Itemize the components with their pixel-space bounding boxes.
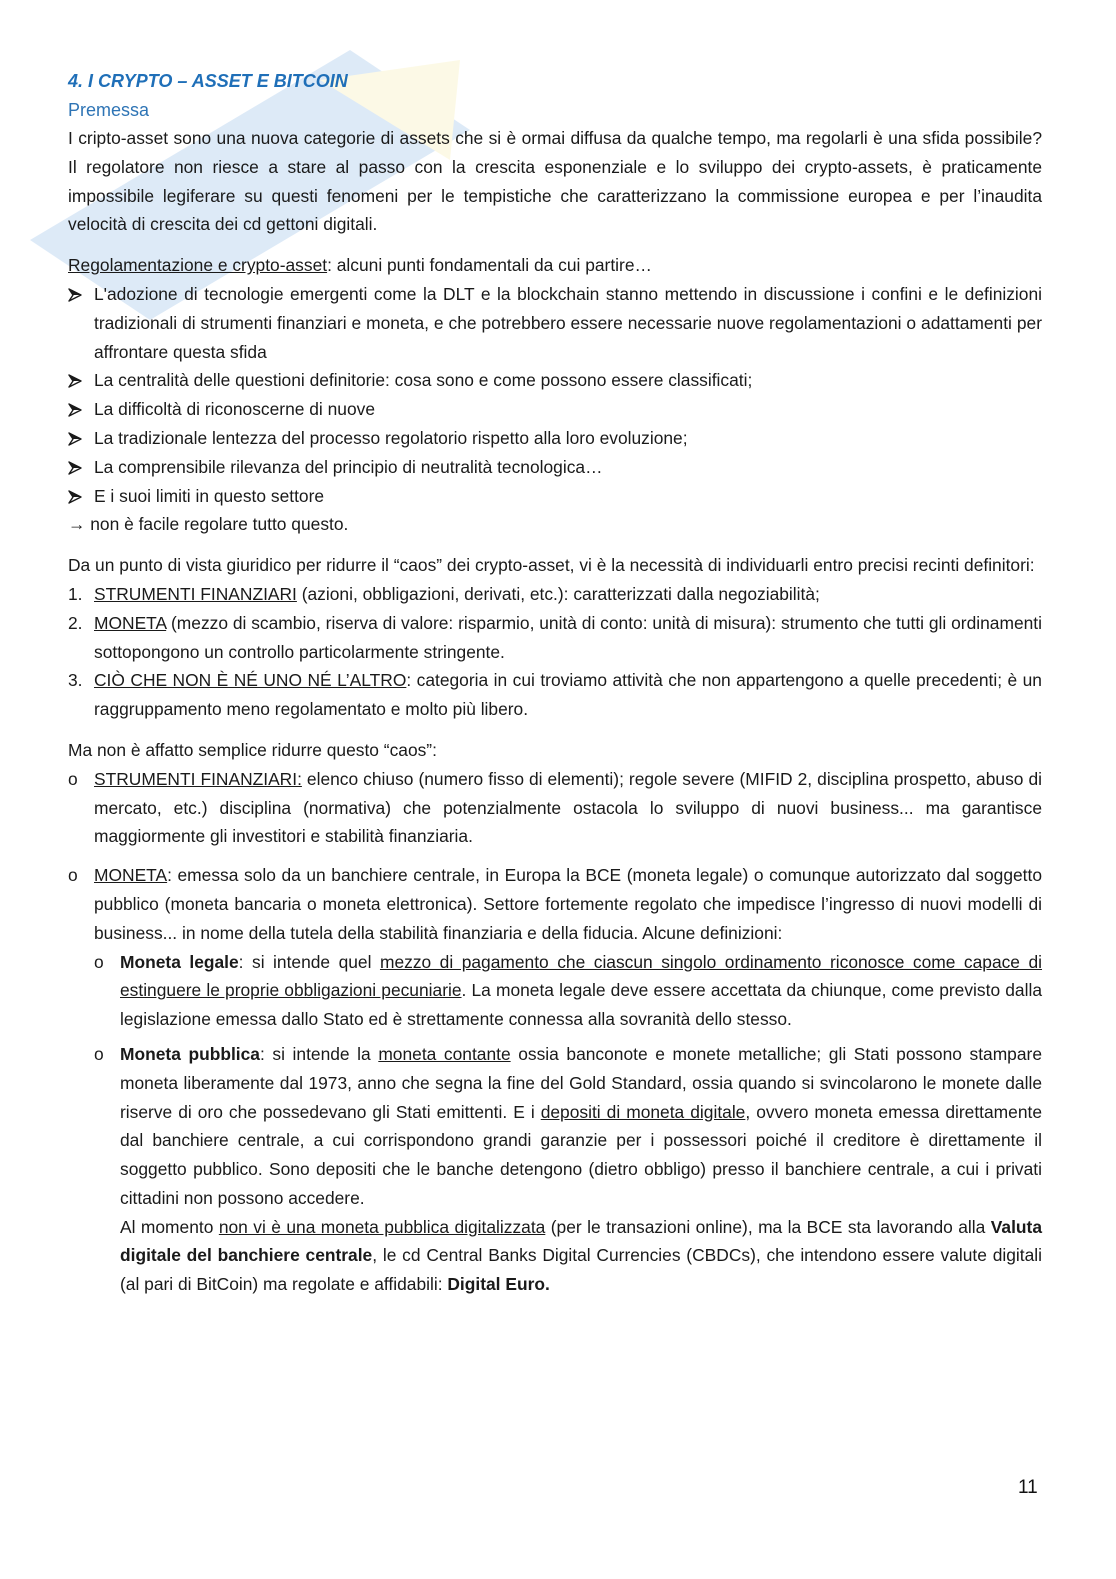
definition-underlined: moneta contante — [378, 1043, 511, 1064]
definition-text: . La moneta legale deve essere accettata da chiunque, come previsto dalla legislazione emessa dallo Stato ed è strettamente connessa alla sovranità dello stesso. — [120, 980, 1042, 1030]
list-item — [68, 453, 1042, 482]
definition-text: ossia banconote e monete metalliche; gli Stati possono stampare moneta liberamente dal 1973, anno che segna la fine del Gold Standard, ossia quando si svincolarono le monete dalle riserve di oro che possedevano gli Stati emittenti. E i — [120, 1043, 1042, 1122]
definition-bold: Valuta digitale del banchiere centrale — [120, 1216, 1042, 1266]
arrow-bullet-icon — [68, 280, 90, 309]
definition-term: Moneta legale — [120, 951, 239, 972]
arrow-bullet-icon — [68, 482, 90, 511]
regulation-title-rest: : alcuni punti fondamentali da cui partire… — [327, 255, 652, 276]
definition-text: , ovvero moneta emessa direttamente dal banchiere centrale, a cui corrispondono grandi garanzie per i possessori poiché il creditore è direttamente il soggetto pubblico. Sono depositi che le banche detengono (dietro obbligo) presso il banchiere centrale, a cui i privati cittadini non possono accedere. — [120, 1101, 1043, 1208]
regulation-title: Regolamentazione e crypto-asset — [68, 255, 328, 276]
subsection-heading: Premessa — [68, 100, 150, 120]
list-item-text: La tradizionale lentezza del processo regolatorio rispetto alla loro evoluzione; — [94, 427, 688, 448]
list-item — [68, 580, 1042, 609]
circle-bullet-icon: o — [94, 951, 104, 972]
item-term: STRUMENTI FINANZIARI: — [94, 768, 302, 789]
list-item — [68, 1040, 1042, 1299]
list-number: 1. — [68, 583, 83, 604]
list-item — [68, 861, 1042, 947]
item-term: STRUMENTI FINANZIARI — [94, 583, 297, 604]
list-item — [68, 280, 1042, 366]
definition-paragraph — [120, 1213, 1042, 1299]
definition-underlined: depositi di moneta digitale — [540, 1101, 746, 1122]
juridical-numbered-list — [68, 580, 1042, 724]
list-item — [68, 948, 1042, 1034]
juridical-intro: Da un punto di vista giuridico per ridurre il “caos” dei crypto-asset, vi è la necessità di individuarli entro precisi recinti definitori: — [68, 555, 1035, 576]
definition-text: , le cd Central Banks Digital Currencies (CBDCs), che intendono essere valute digitali (al pari di BitCoin) ma regolate e affidabili: — [120, 1245, 1042, 1295]
conclusion-text: non è facile regolare tutto questo. — [85, 514, 349, 535]
list-item — [68, 395, 1042, 424]
section-heading: 4. I CRYPTO – ASSET E BITCOIN — [68, 71, 348, 91]
arrow-bullet-icon — [68, 453, 90, 482]
arrow-bullet-icon — [68, 424, 90, 453]
list-item — [68, 424, 1042, 453]
right-arrow-icon: → — [68, 514, 86, 535]
list-number: 2. — [68, 612, 83, 633]
definition-text: (per le transazioni online), ma la BCE sta lavorando alla — [545, 1216, 991, 1237]
list-item — [68, 609, 1042, 667]
arrow-bullet-icon — [68, 366, 90, 395]
list-item-text: E i suoi limiti in questo settore — [94, 485, 325, 506]
definition-bold: Digital Euro. — [447, 1274, 550, 1295]
item-text: : categoria in cui troviamo attività che non appartengono a quelle precedenti; è un raggruppamento meno regolamentato e molto più libero. — [94, 670, 1042, 720]
definition-text: Al momento — [120, 1216, 219, 1237]
chaos-intro: Ma non è affatto semplice ridurre questo “caos”: — [68, 739, 437, 760]
definition-text: : si intende quel — [238, 951, 380, 972]
list-item-text: La comprensibile rilevanza del principio di neutralità tecnologica… — [94, 456, 603, 477]
definition-underlined: non vi è una moneta pubblica digitalizzata — [218, 1216, 546, 1237]
item-term: MONETA — [94, 865, 168, 886]
list-item-text: La centralità delle questioni definitorie: cosa sono e come possono essere classificati; — [94, 370, 753, 391]
circle-bullet-icon: o — [68, 768, 78, 789]
list-item — [68, 666, 1042, 724]
money-definitions-list — [68, 948, 1042, 1300]
item-text: : emessa solo da un banchiere centrale, in Europa la BCE (moneta legale) o comunque autorizzato dal soggetto pubblico (moneta bancaria o moneta elettronica). Settore fortemente regolato che impedisce l’ingresso di nuovi modelli di business... in nome della tutela della stabilità finanziaria e della fiducia. Alcune definizioni: — [94, 865, 1042, 943]
list-item — [68, 765, 1042, 851]
page-content — [68, 66, 1042, 1299]
list-item — [68, 366, 1042, 395]
item-term: MONETA — [94, 612, 167, 633]
list-item-text: La difficoltà di riconoscerne di nuove — [94, 399, 376, 420]
item-text: (mezzo di scambio, riserva di valore: risparmio, unità di conto: unità di misura): strumento che tutti gli ordinamenti sottopongono un controllo particolarmente stringente. — [94, 612, 1042, 662]
circle-bullet-icon: o — [68, 865, 78, 886]
chaos-list — [68, 765, 1042, 948]
definition-text: : si intende la — [259, 1043, 379, 1064]
intro-paragraph: I cripto-asset sono una nuova categorie di assets che si è ormai diffusa da qualche tempo, ma regolarli è una sfida possibile? Il regolatore non riesce a stare al passo con la crescita esponenziale e lo sviluppo dei crypto-assets, è praticamente impossibile legiferare su questi fenomeni per le tempistiche che caratterizzano la commissione europea e per l’inaudita velocità di crescita dei cd gettoni digitali. — [68, 128, 1042, 235]
definition-underlined: mezzo di pagamento che ciascun singolo ordinamento riconosce come capace di estinguere le proprie obbligazioni pecuniarie — [120, 951, 1043, 1001]
page-number: 11 — [1018, 1477, 1038, 1498]
regulation-bullet-list — [68, 280, 1042, 510]
list-item-text: L'adozione di tecnologie emergenti come la DLT e la blockchain stanno mettendo in discussione i confini e le definizioni tradizionali di strumenti finanziari e moneta, e che potrebbero essere necessarie nuove regolamentazioni o adattamenti per affrontare questa sfida — [94, 283, 1042, 362]
item-text: (azioni, obbligazioni, derivati, etc.): caratterizzati dalla negoziabilità; — [296, 583, 820, 604]
definition-term: Moneta pubblica — [120, 1043, 260, 1064]
list-number: 3. — [68, 670, 83, 691]
item-text: elenco chiuso (numero fisso di elementi); regole severe (MIFID 2, disciplina prospetto, abuso di mercato, etc.) disciplina (normativa) che potenzialmente ostacola lo sviluppo di nuovi business... ma garantisce maggiormente gli investitori e stabilità finanziaria. — [94, 768, 1042, 847]
regulation-title-line — [68, 251, 1042, 280]
circle-bullet-icon: o — [94, 1043, 104, 1064]
item-term: CIÒ CHE NON È NÉ UNO NÉ L’ALTRO — [94, 670, 407, 691]
regulation-conclusion — [68, 510, 1042, 539]
arrow-bullet-icon — [68, 395, 90, 424]
list-item — [68, 482, 1042, 511]
